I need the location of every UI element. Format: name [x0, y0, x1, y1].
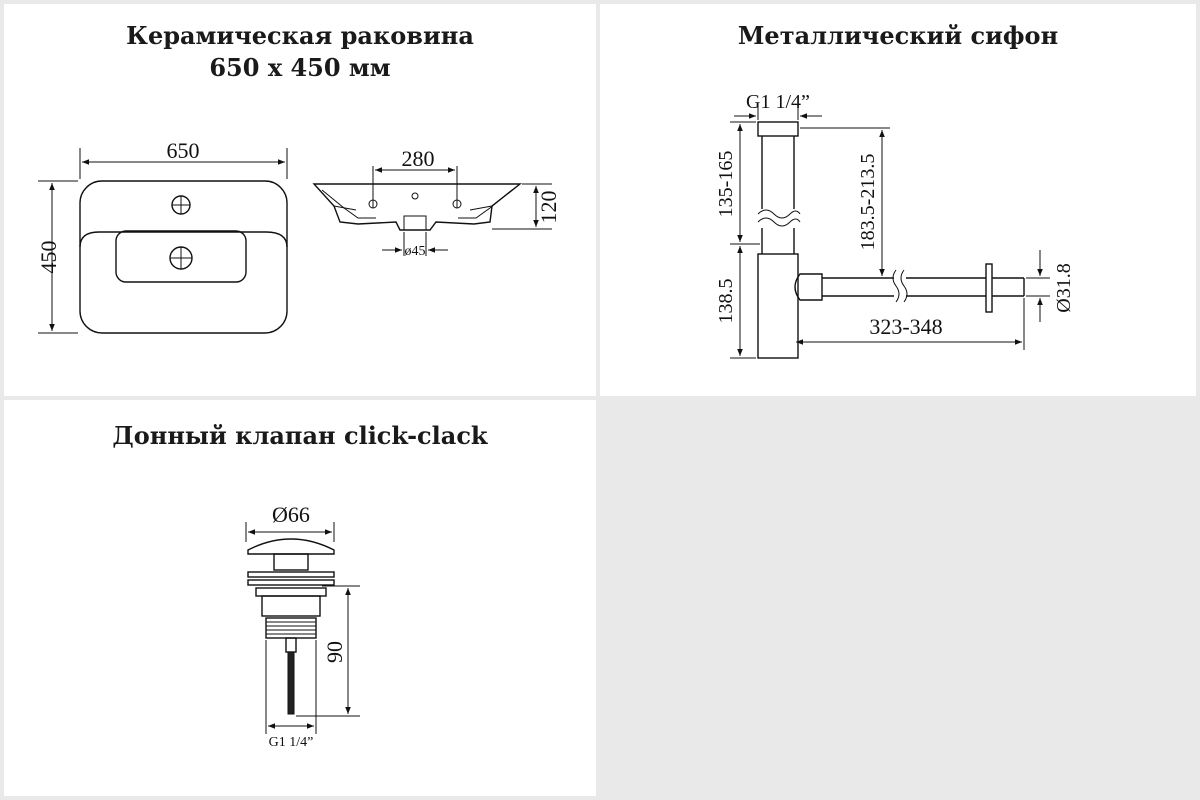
sink-drain-label: ø45	[404, 244, 426, 259]
siphon-lower-label: 138.5	[715, 278, 737, 324]
siphon-vertical-pipe	[758, 122, 800, 358]
sink-title-line1: Керамическая раковина	[126, 21, 474, 50]
siphon-drawing	[600, 4, 1196, 396]
valve-height-label: 90	[322, 641, 347, 663]
sink-height-label: 120	[536, 190, 561, 224]
valve-title: Донный клапан click-clack	[112, 421, 488, 450]
sink-width-label: 650	[166, 138, 200, 163]
sink-basin	[80, 232, 287, 247]
sink-outline	[80, 181, 287, 333]
valve-rod	[288, 652, 294, 714]
tap-hole-icon	[172, 196, 190, 214]
drain-hole-icon	[170, 247, 192, 269]
valve-cap	[248, 539, 334, 554]
valve-cap-dia-label: Ø66	[272, 502, 310, 527]
valve-panel	[4, 400, 596, 796]
valve-thread-label: G1 1/4”	[268, 735, 314, 750]
siphon-horizontal-pipe	[795, 264, 1024, 312]
sink-panel	[4, 4, 596, 396]
sink-depth-label: 450	[36, 240, 61, 274]
siphon-thread-label: G1 1/4”	[746, 91, 810, 113]
sink-holes-label: 280	[401, 146, 435, 171]
sink-drawing	[4, 4, 596, 396]
siphon-middle-range-label: 183.5-213.5	[857, 153, 879, 251]
siphon-top-range-label: 135-165	[715, 150, 737, 218]
siphon-panel	[600, 4, 1196, 396]
empty-panel	[600, 400, 1196, 796]
sink-title-line2: 650 х 450 мм	[209, 53, 391, 82]
valve-drawing	[4, 400, 596, 796]
siphon-pipe-dia-label: Ø31.8	[1053, 263, 1075, 313]
siphon-title: Металлический сифон	[737, 21, 1059, 50]
siphon-length-label: 323-348	[869, 314, 943, 339]
